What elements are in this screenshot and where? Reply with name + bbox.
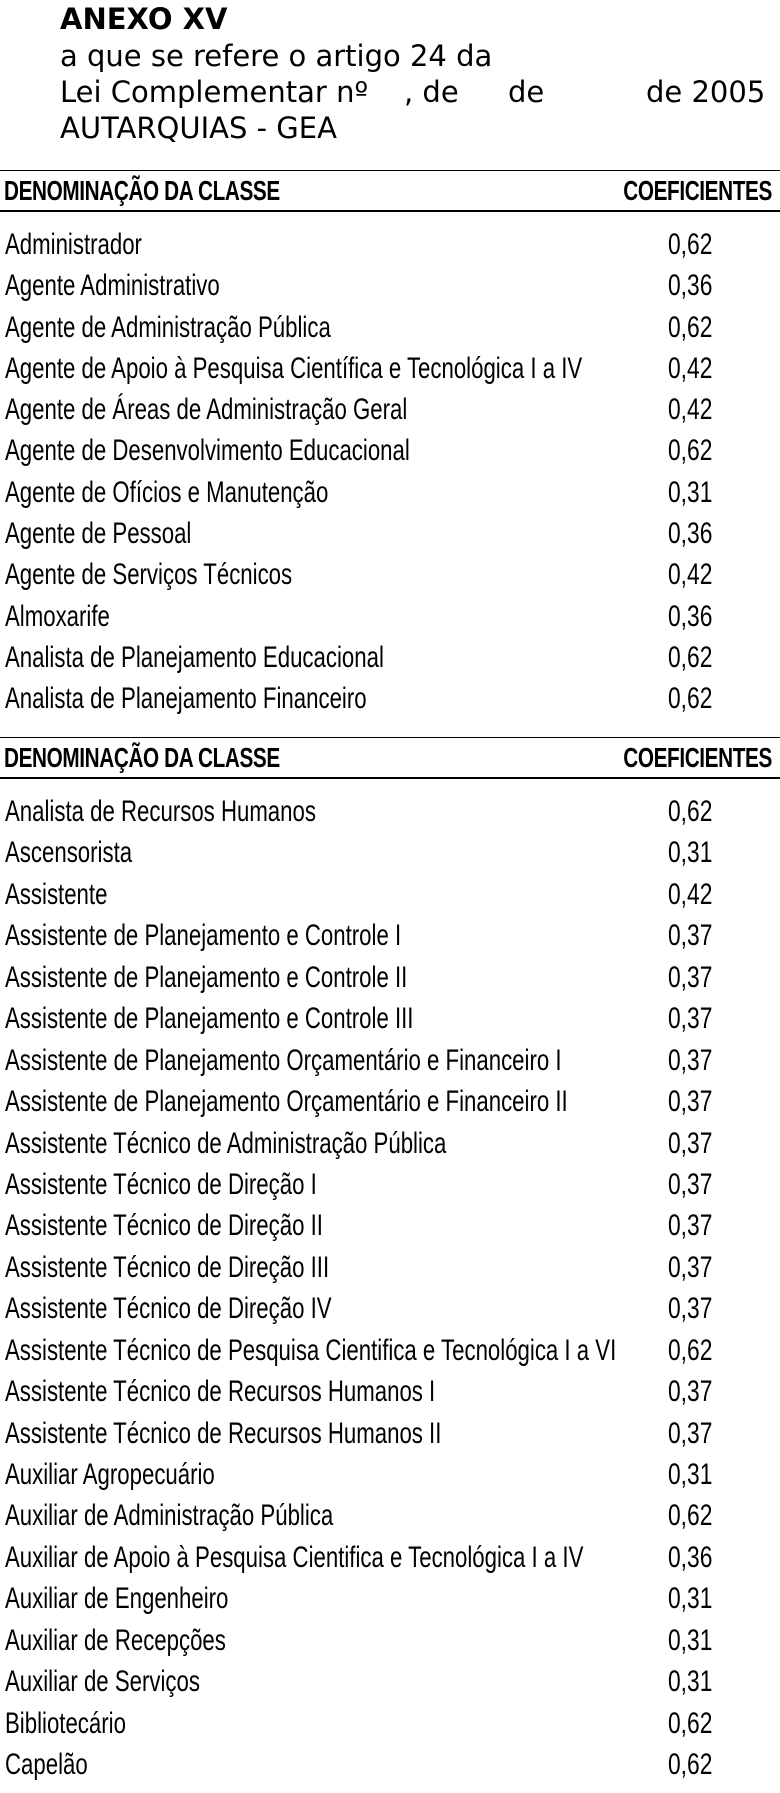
coefficient: 0,62: [668, 795, 713, 828]
class-name: Auxiliar de Serviços: [5, 1665, 200, 1699]
coefficient: 0,37: [668, 1416, 713, 1450]
class-name: Assistente de Planejamento Orçamentário e Financeiro II: [5, 1085, 568, 1119]
table-row: [0, 1040, 780, 1081]
table-row: [0, 1123, 780, 1164]
column-header-coefficients: COEFICIENTES: [623, 175, 772, 206]
class-name: Auxiliar de Administração Pública: [5, 1499, 334, 1533]
coefficient: 0,62: [668, 228, 713, 261]
table-row: [0, 554, 780, 595]
coefficient: 0,36: [668, 269, 713, 303]
entity-line: AUTARQUIAS - GEA: [60, 111, 337, 145]
coefficient: 0,31: [668, 836, 713, 870]
coefficient: 0,62: [668, 1499, 713, 1533]
class-name: Almoxarife: [5, 599, 110, 633]
class-name: Auxiliar Agropecuário: [5, 1458, 215, 1491]
reference-line: a que se refere o artigo 24 da: [60, 39, 493, 73]
coefficient: 0,37: [668, 1002, 713, 1036]
coefficient: 0,37: [668, 919, 713, 953]
class-name: Agente de Serviços Técnicos: [5, 558, 293, 592]
class-name: Agente de Ofícios e Manutenção: [5, 475, 329, 509]
table-row: [0, 430, 780, 471]
column-header-coefficients: COEFICIENTES: [623, 742, 772, 773]
coefficient: 0,37: [668, 1375, 713, 1409]
coefficient: 0,37: [668, 1085, 713, 1119]
class-name: Assistente de Planejamento e Controle III: [5, 1002, 414, 1036]
class-name: Assistente Técnico de Recursos Humanos II: [5, 1416, 442, 1450]
coefficient: 0,37: [668, 1126, 713, 1160]
coefficient: 0,31: [668, 1665, 713, 1699]
coefficient: 0,36: [668, 1540, 713, 1574]
table-row: [0, 637, 780, 678]
table-body: [0, 212, 780, 720]
class-name: Assistente de Planejamento Orçamentário e Financeiro I: [5, 1043, 562, 1077]
class-name: Analista de Planejamento Educacional: [5, 640, 384, 674]
table-row: [0, 389, 780, 430]
table-row: [0, 1330, 780, 1371]
class-name: Analista de Recursos Humanos: [5, 795, 316, 828]
table-row: [0, 307, 780, 348]
table-row: [0, 998, 780, 1039]
coefficient: 0,36: [668, 517, 713, 551]
class-name: Assistente Técnico de Administração Pública: [5, 1126, 447, 1160]
coefficient: 0,62: [668, 640, 713, 674]
class-name: Bibliotecário: [5, 1706, 126, 1740]
coefficient: 0,31: [668, 1623, 713, 1657]
table-row: [0, 1081, 780, 1122]
coefficient: 0,36: [668, 599, 713, 633]
coefficient: 0,31: [668, 1458, 713, 1491]
class-name: Agente de Desenvolvimento Educacional: [5, 434, 410, 468]
table-row: [0, 1164, 780, 1205]
table-row: [0, 513, 780, 554]
coefficient: 0,37: [668, 1167, 713, 1201]
table-row: [0, 1247, 780, 1288]
law-line-part-b: , de: [404, 75, 459, 109]
coefficient: 0,62: [668, 682, 713, 716]
table-row: [0, 832, 780, 873]
coefficient: 0,62: [668, 1748, 713, 1782]
table-row: [0, 1703, 780, 1744]
coefficient: 0,42: [668, 393, 713, 427]
coefficient: 0,37: [668, 1209, 713, 1243]
table-row: [0, 472, 780, 513]
table-header: [0, 170, 780, 212]
column-header-class: DENOMINAÇÃO DA CLASSE: [4, 175, 280, 206]
class-name: Ascensorista: [5, 836, 133, 870]
column-header-class: DENOMINAÇÃO DA CLASSE: [4, 742, 280, 773]
coefficient: 0,31: [668, 1582, 713, 1616]
table-row: [0, 791, 780, 832]
law-line: [60, 74, 766, 110]
class-name: Agente de Pessoal: [5, 517, 192, 551]
class-name: Agente Administrativo: [5, 269, 220, 303]
coefficient: 0,31: [668, 475, 713, 509]
law-line-part-c: de: [508, 75, 545, 109]
table-row: [0, 678, 780, 719]
table-row: [0, 1495, 780, 1536]
table-row: [0, 348, 780, 389]
coefficient: 0,37: [668, 960, 713, 994]
table-row: [0, 265, 780, 306]
law-line-part-d: de 2005: [646, 75, 766, 109]
table-row: [0, 874, 780, 915]
class-name: Agente de Administração Pública: [5, 310, 331, 344]
coefficient: 0,42: [668, 351, 713, 385]
class-name: Assistente de Planejamento e Controle II: [5, 960, 408, 994]
class-name: Assistente Técnico de Direção I: [5, 1167, 317, 1201]
annex-title: ANEXO XV: [60, 2, 228, 36]
class-name: Assistente Técnico de Direção II: [5, 1209, 323, 1243]
table-row: [0, 596, 780, 637]
table-row: [0, 1537, 780, 1578]
table-header: [0, 737, 780, 779]
class-name: Assistente Técnico de Direção III: [5, 1250, 330, 1284]
class-name: Assistente de Planejamento e Controle I: [5, 919, 402, 953]
table-row: [0, 1454, 780, 1495]
class-name: Assistente Técnico de Recursos Humanos I: [5, 1375, 436, 1409]
table-row: [0, 224, 780, 265]
table-row: [0, 1288, 780, 1329]
table-row: [0, 1205, 780, 1246]
class-name: Assistente Técnico de Pesquisa Cientifica e Tecnológica I a VI: [5, 1333, 617, 1367]
class-name: Analista de Planejamento Financeiro: [5, 682, 367, 716]
coefficient: 0,62: [668, 434, 713, 468]
class-name: Auxiliar de Engenheiro: [5, 1582, 229, 1616]
table-body: [0, 779, 780, 1786]
class-name: Assistente: [5, 877, 108, 911]
table-row: [0, 957, 780, 998]
coefficient: 0,42: [668, 558, 713, 592]
table-row: [0, 915, 780, 956]
class-table-2: [0, 737, 780, 1786]
table-row: [0, 1413, 780, 1454]
class-name: Agente de Áreas de Administração Geral: [5, 393, 408, 427]
table-row: [0, 1578, 780, 1619]
coefficient: 0,37: [668, 1043, 713, 1077]
class-table-1: [0, 170, 780, 720]
class-name: Capelão: [5, 1748, 88, 1782]
coefficient: 0,62: [668, 1333, 713, 1367]
class-name: Agente de Apoio à Pesquisa Científica e Tecnológica I a IV: [5, 351, 583, 385]
class-name: Auxiliar de Recepções: [5, 1623, 226, 1657]
table-row: [0, 1661, 780, 1702]
table-row: [0, 1620, 780, 1661]
class-name: Auxiliar de Apoio à Pesquisa Cientifica e Tecnológica I a IV: [5, 1540, 584, 1574]
coefficient: 0,62: [668, 1706, 713, 1740]
table-row: [0, 1744, 780, 1785]
coefficient: 0,37: [668, 1250, 713, 1284]
law-line-part-a: Lei Complementar nº: [60, 75, 369, 109]
document-header: [60, 0, 766, 146]
class-name: Administrador: [5, 228, 142, 261]
coefficient: 0,37: [668, 1292, 713, 1326]
table-row: [0, 1371, 780, 1412]
coefficient: 0,62: [668, 310, 713, 344]
coefficient: 0,42: [668, 877, 713, 911]
class-name: Assistente Técnico de Direção IV: [5, 1292, 332, 1326]
